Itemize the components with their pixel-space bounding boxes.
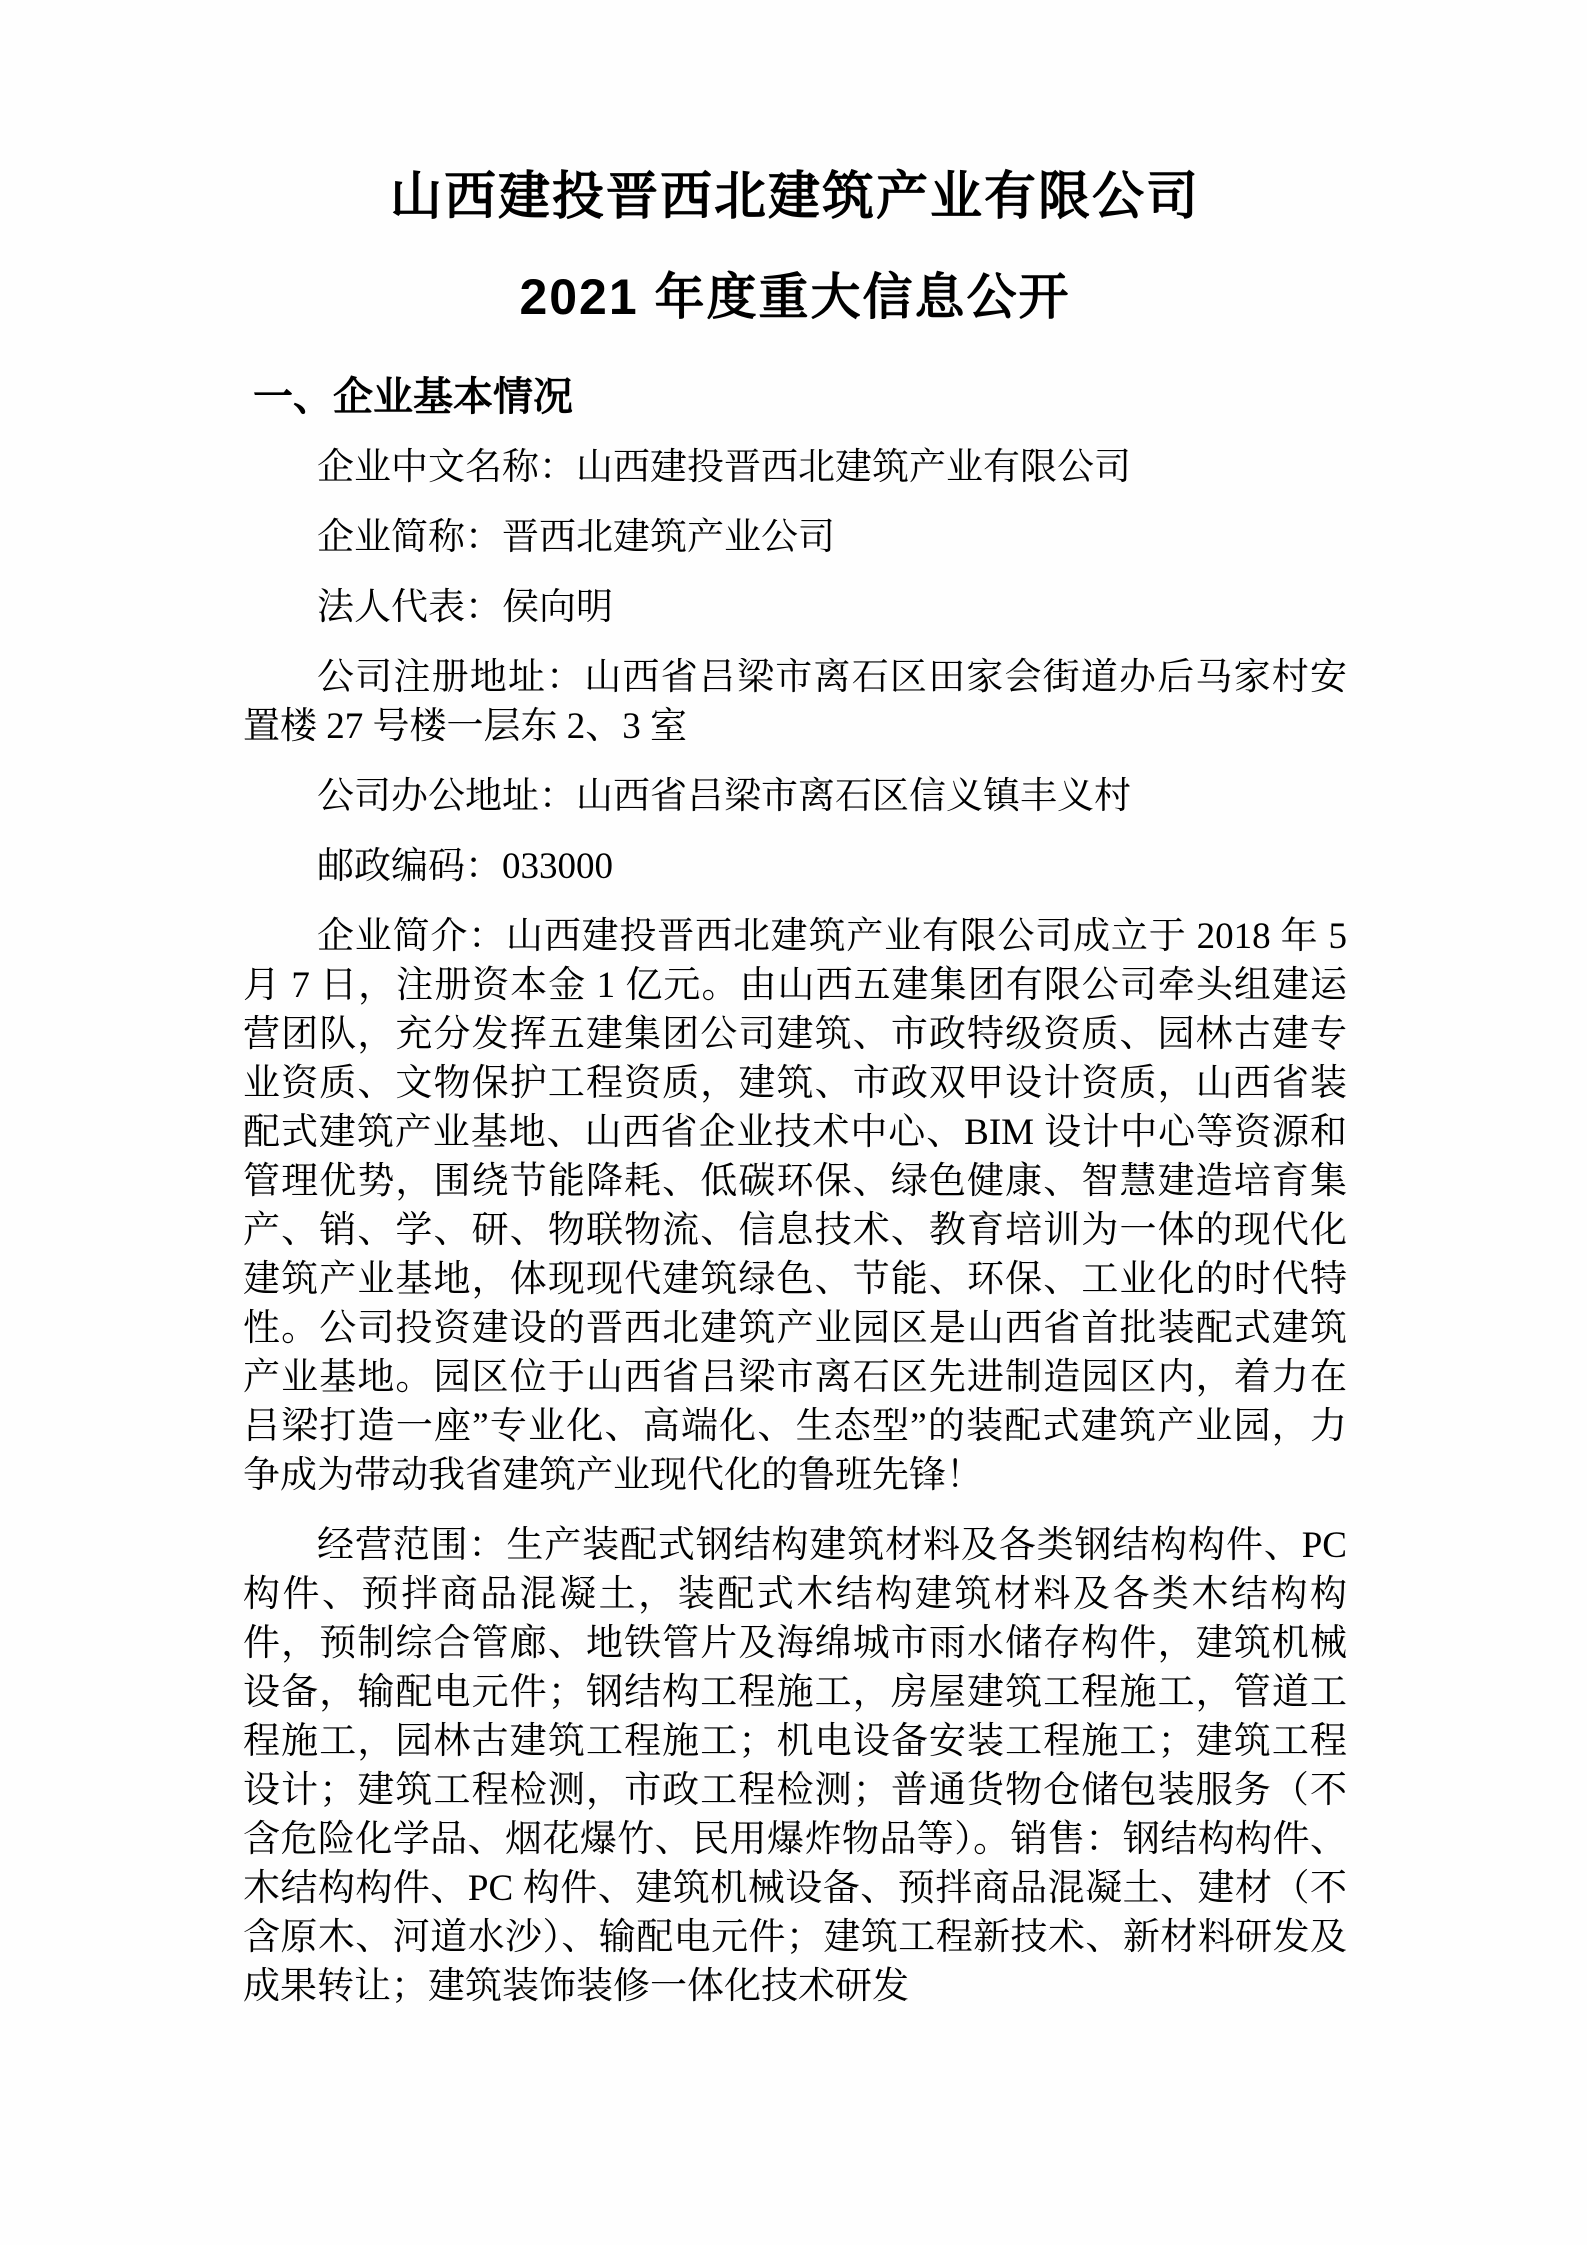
paragraph-postal-code: 邮政编码：033000 (317, 846, 613, 887)
paragraph-company-profile: 企业简介：山西建投晋西北建筑产业有限公司成立于 2018 年 5 月 7 日，注册资本金 1 亿元。由山西五建集团有限公司牵头组建运营团队，充分发挥五建集团公司建筑、市政特级资质、园林古建专业资质、文物保护工程资质，建筑、市政双甲设计资质，山西省装配式建筑产业基地、山西省企业技术中心、BIM 设计中心等资源和管理优势，围绕节能降耗、低碳环保、绿色健康、智慧建造培育集产、销、学、研、物联物流、信息技术、教育培训为一体的现代化建筑产业基地，体现现代建筑绿色、节能、环保、工业化的时代特性。公司投资建设的晋西北建筑产业园区是山西省首批装配式建筑产业基地。园区位于山西省吕梁市离石区先进制造园区内，着力在吕梁打造一座”专业化、高端化、生态型”的装配式建筑产业园，力争成为带动我省建筑产业现代化的鲁班先锋！ (243, 916, 1347, 1496)
document-title: 山西建投晋西北建筑产业有限公司 (389, 168, 1200, 226)
paragraph-registered-address: 公司注册地址：山西省吕梁市离石区田家会街道办后马家村安置楼 27 号楼一层东 2、3 室 (243, 657, 1347, 747)
section-heading-basic-info: 一、企业基本情况 (253, 374, 573, 419)
paragraph-business-scope: 经营范围：生产装配式钢结构建筑材料及各类钢结构构件、PC 构件、预拌商品混凝土，装配式木结构建筑材料及各类木结构构件，预制综合管廊、地铁管片及海绵城市雨水储存构件，建筑机械设备，输配电元件；钢结构工程施工，房屋建筑工程施工，管道工程施工，园林古建筑工程施工；机电设备安装工程施工；建筑工程设计；建筑工程检测，市政工程检测；普通货物仓储包装服务（不含危险化学品、烟花爆竹、民用爆炸物品等）。销售：钢结构构件、木结构构件、PC 构件、建筑机械设备、预拌商品混凝土、建材（不含原木、河道水沙）、输配电元件；建筑工程新技术、新材料研发及成果转让；建筑装饰装修一体化技术研发 (243, 1525, 1347, 2007)
paragraph-company-cn-name: 企业中文名称：山西建投晋西北建筑产业有限公司 (317, 447, 1131, 488)
paragraph-legal-representative: 法人代表：侯向明 (317, 587, 613, 628)
document-subtitle: 2021 年度重大信息公开 (519, 269, 1071, 325)
paragraph-office-address: 公司办公地址：山西省吕梁市离石区信义镇丰义村 (317, 776, 1131, 817)
paragraph-company-short-name: 企业简称：晋西北建筑产业公司 (317, 517, 835, 558)
